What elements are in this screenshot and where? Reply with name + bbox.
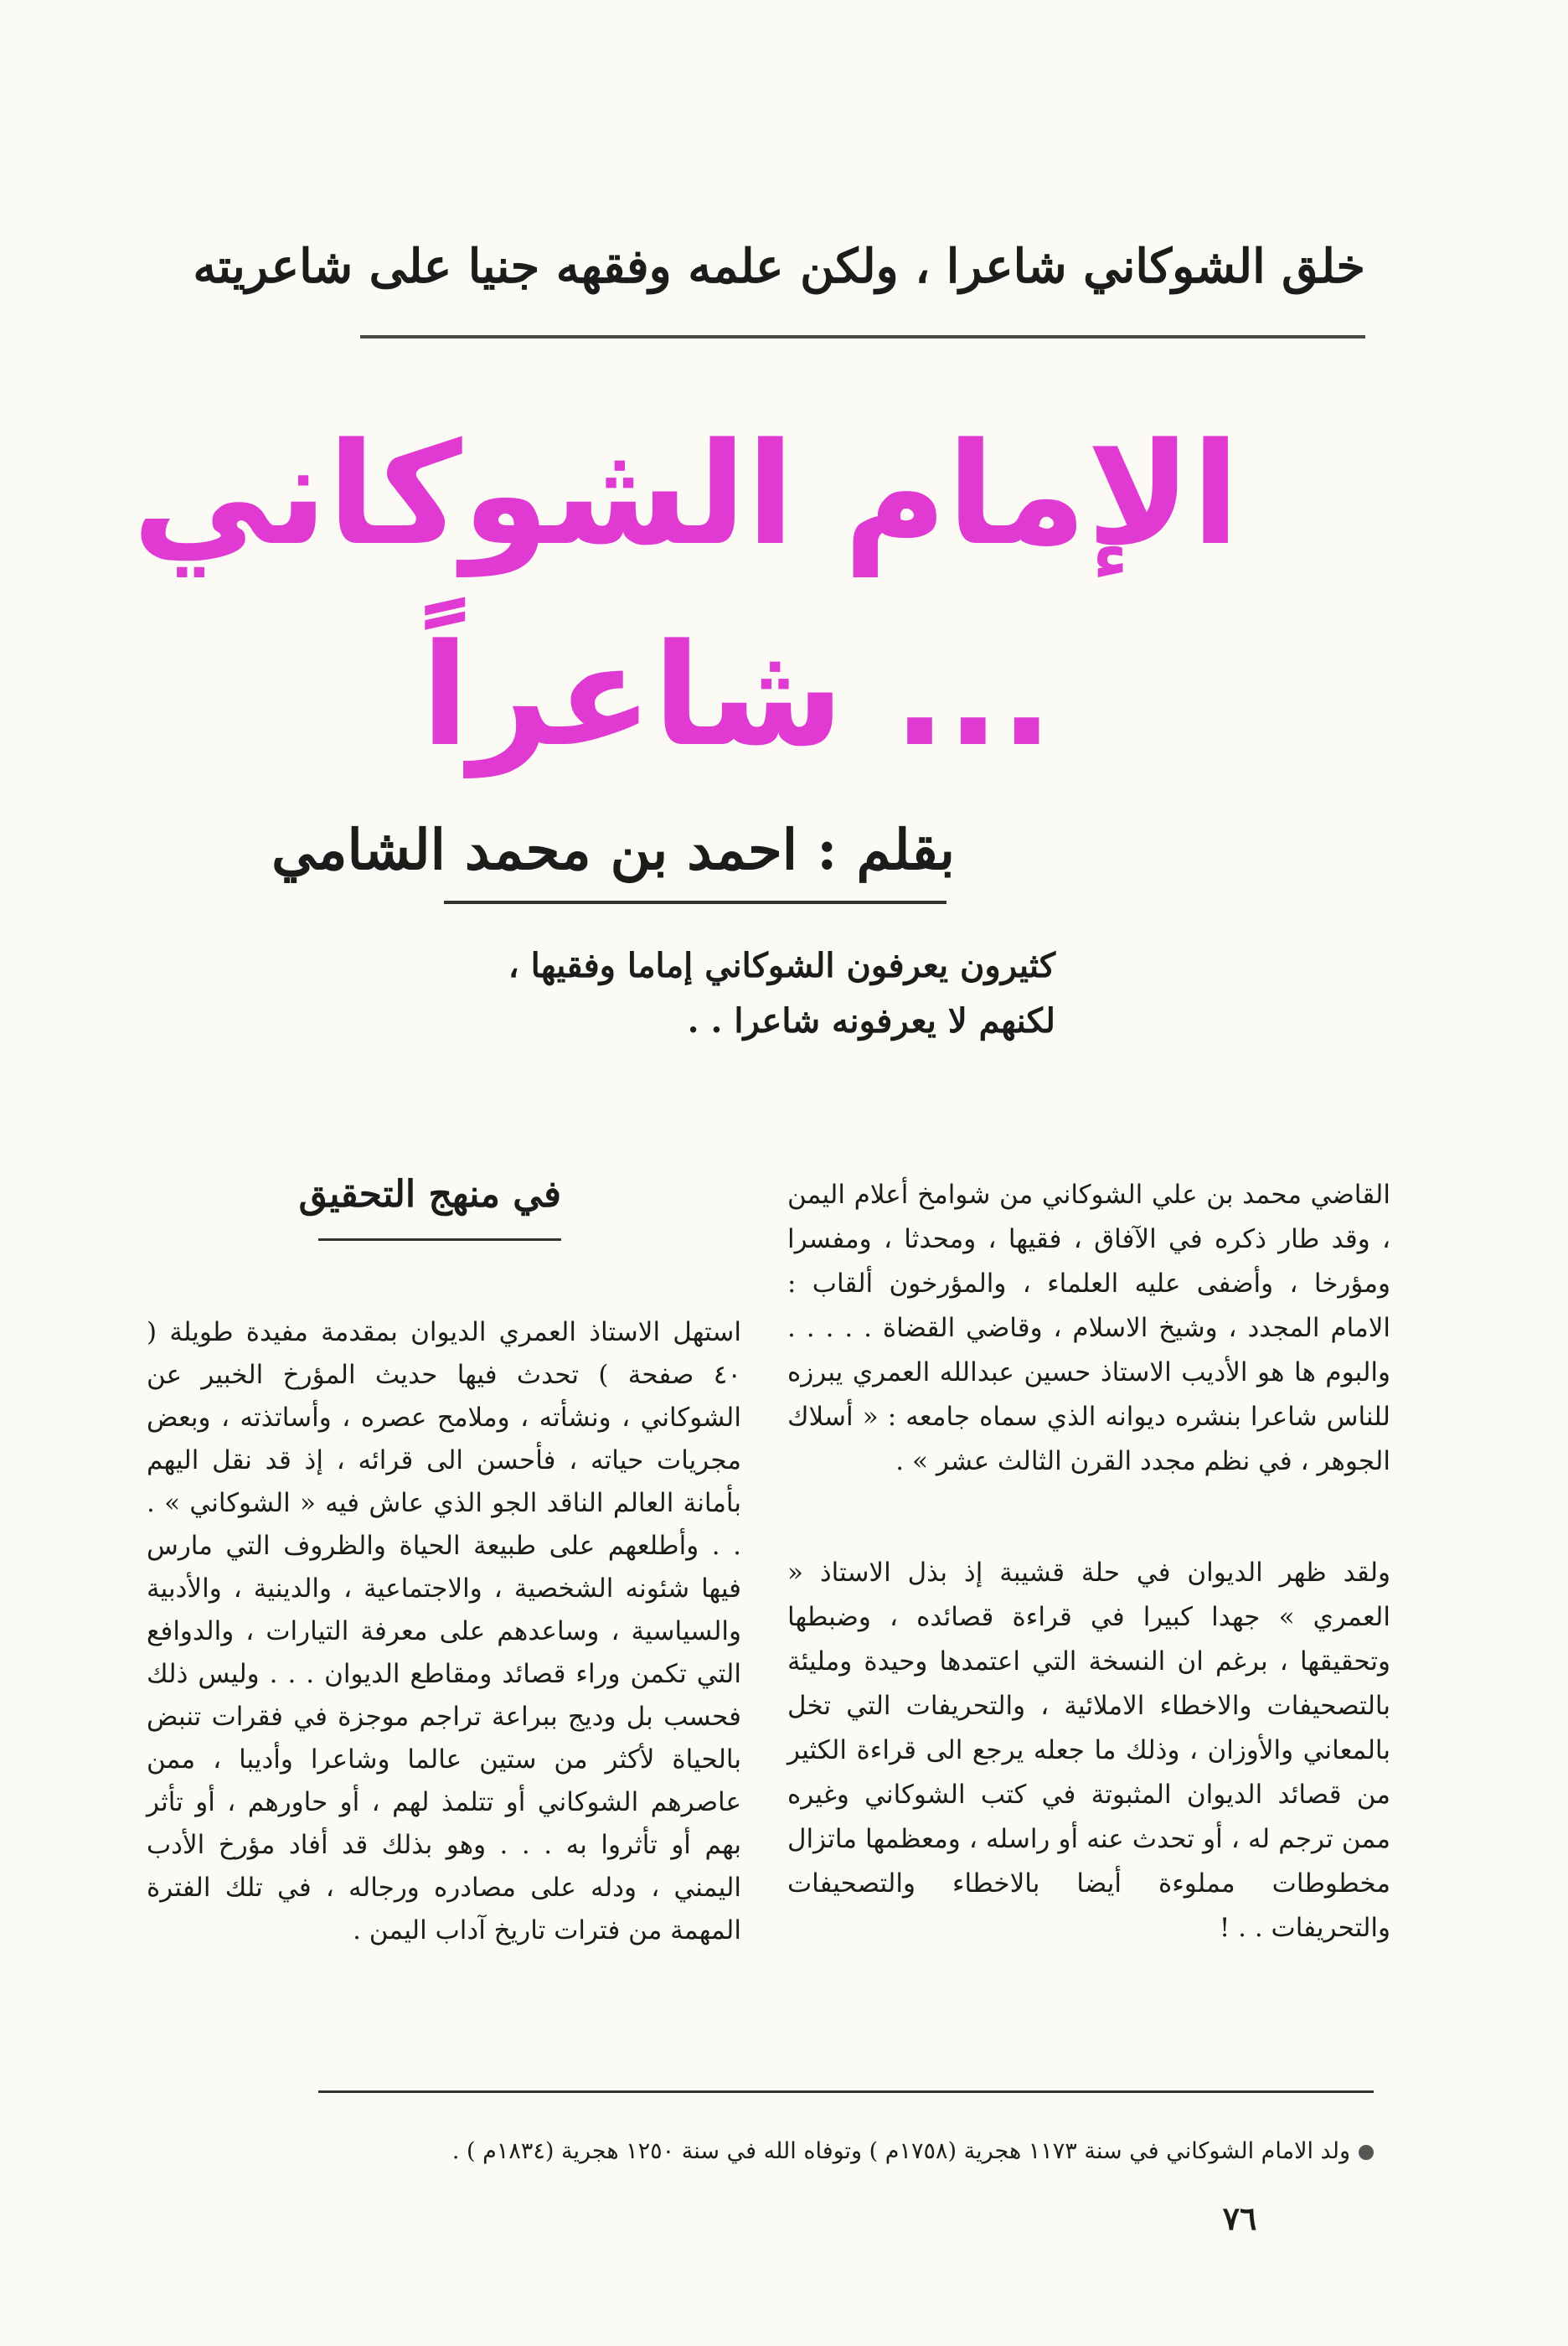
byline: بقلم : احمد بن محمد الشامي: [271, 817, 955, 882]
byline-underline: [444, 901, 946, 904]
footnote-divider: [318, 2090, 1374, 2093]
right-column-paragraph-1: القاضي محمد بن علي الشوكاني من شوامخ أعلام اليمن ، وقد طار ذكره في الآفاق ، فقيها ، ومحدثا ، ومفسرا ومؤرخا ، وأضفى عليه العلماء ، والمؤرخون ألقاب : الامام المجدد ، وشيخ الاسلام ، وقاضي القضاة . . . . . والبوم ها هو الأديب الاستاذ حسين عبدالله العمري يبرزه للناس شاعرا بنشره ديوانه الذي سماه جامعه : « أسلاك الجوهر ، في نظم مجدد القرن الثالث عشر » .: [787, 1180, 1390, 1476]
lede-line-1: كثيرون يعرفون الشوكاني إماما وفقيها ،: [508, 946, 1055, 985]
footnote: [318, 2138, 1374, 2164]
title-line-1: الإمام الشوكاني: [132, 412, 1240, 576]
left-column-paragraph: استهل الاستاذ العمري الديوان بمقدمة مفيدة طويلة ( ٤٠ صفحة ) تحدث فيها حديث المؤرخ الخبير عن الشوكاني ، ونشأته ، وملامح عصره ، وأساتذته ، وبعض مجريات حياته ، فأحسن الى قرائه ، إذ قد نقل اليهم بأمانة العالم الناقد الجو الذي عاش فيه « الشوكاني » . . . وأطلعهم على طبيعة الحياة والظروف التي مارس فيها شئونه الشخصية ، والاجتماعية ، والدينية ، والأدبية والسياسية ، وساعدهم على معرفة التيارات ، والدوافع التي تكمن وراء قصائد ومقاطع الديوان . . . وليس ذلك فحسب بل وديج ببراعة تراجم موجزة في فقرات تنبض بالحياة لأكثر من ستين عالما وشاعرا وأديبا ، ممن عاصرهم الشوكاني أو تتلمذ لهم ، أو حاورهم ، أو تأثر بهم أو تأثروا به . . . وهو بذلك قد أفاد مؤرخ الأدب اليمني ، ودله على مصادره ورجاله ، في تلك الفترة المهمة من فترات تاريخ آداب اليمن .: [147, 1317, 741, 1946]
lede: [508, 938, 1055, 1049]
kicker-headline: خلق الشوكاني شاعرا ، ولكن علمه وفقهه جنيا على شاعريته: [193, 239, 1365, 294]
lede-line-2: لكنهم لا يعرفونه شاعرا . .: [687, 1001, 1055, 1041]
footnote-text: ولد الامام الشوكاني في سنة ١١٧٣ هجرية (١٧٥٨م ) وتوفاه الله في سنة ١٢٥٠ هجرية (١٨٣٤م ) .: [451, 2138, 1350, 2164]
page-number: ٧٦: [1222, 2199, 1257, 2237]
left-column: [147, 1311, 741, 1952]
right-column-paragraph-2: ولقد ظهر الديوان في حلة قشيبة إذ بذل الاستاذ « العمري » جهدا كبيرا في قراءة قصائده ، وضبطها وتحقيقها ، برغم ان النسخة التي اعتمدها وحيدة ومليئة بالتصحيفات والاخطاء الاملائية ، والتحريفات التي تخل بالمعاني والأوزان ، وذلك ما جعله يرجع الى قراءة الكثير من قصائد الديوان المثبوتة في كتب الشوكاني وغيره ممن ترجم له ، أو تحدث عنه أو راسله ، ومعظمها ماتزال مخطوطات مملوءة أيضا بالاخطاء والتصحيفات والتحريفات . . !: [787, 1558, 1390, 1943]
right-column: [787, 1173, 1390, 1951]
top-divider: [360, 335, 1365, 338]
bullet-icon: [1359, 2145, 1374, 2160]
section-heading-underline: [318, 1238, 561, 1241]
section-heading: في منهج التحقيق: [298, 1173, 561, 1216]
title-line-2: ... شاعراً: [420, 613, 1054, 778]
